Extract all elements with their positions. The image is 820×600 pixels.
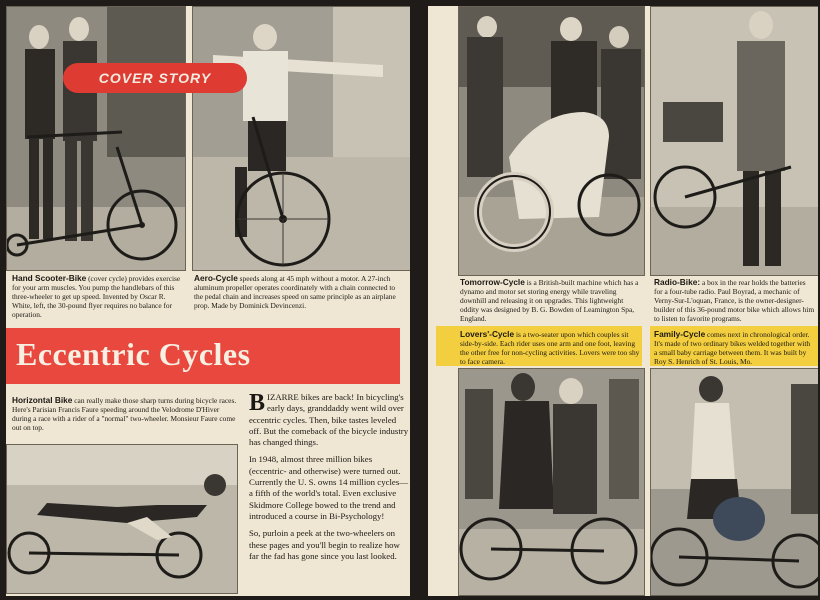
caption-lovers-cycle (460, 330, 640, 366)
cover-story-badge: COVER STORY (63, 63, 247, 93)
caption-title: Hand Scooter-Bike (12, 273, 87, 283)
photo-horizontal-bike (6, 444, 238, 594)
caption-text: comes next in chronological order. It's made of two ordinary bikes welded together with a small baby carriage between them. It was built by Roy S. Henrich of St. Louis, Mo. (654, 330, 811, 366)
caption-title: Lovers'-Cycle (460, 329, 515, 339)
drop-cap: B (249, 390, 266, 416)
photo-aero-cycle (192, 6, 410, 271)
photo-radio-bike (650, 6, 818, 276)
caption-title: Radio-Bike: (654, 277, 701, 287)
article-paragraph (249, 392, 409, 448)
article-paragraph: So, purloin a peek at the two-wheelers on these pages and you'll begin to realize how far the fad has gone since you last looked. (249, 528, 400, 561)
caption-tomorrow-cycle (460, 278, 640, 323)
article-body (249, 392, 409, 568)
photo-tomorrow-cycle (458, 6, 645, 276)
photo-lovers-cycle (458, 368, 645, 596)
caption-horizontal-bike (12, 396, 240, 432)
caption-text: can really make those sharp turns during bicycle races. Here's Parisian Francis Faure speeding around the Velodrome D'Hiver during a race with a rider of a "normal" two-wheeler. Monsieur Faure come out on top. (12, 396, 237, 432)
caption-hand-scooter-bike (12, 274, 187, 319)
headline: Eccentric Cycles (16, 336, 251, 372)
caption-aero-cycle (194, 274, 404, 310)
caption-text: is a two-seater upon which couples sit side-by-side. Each rider uses one arm and one foot, leaving the other free for non-cycling activities. Lovers were too shy to face camera. (460, 330, 640, 366)
caption-title: Family-Cycle (654, 329, 706, 339)
caption-text: (cover cycle) provides exercise for your arm muscles. You pump the handlebars of this three-wheeler to get up speed. Invented by Oscar R. White, left, the 30-pound flyer requires no balance for operation. (12, 274, 181, 319)
caption-text: speeds along at 45 mph without a motor. A 27-inch aluminum propeller operates coordinately with a chain connected to the pedal chain and increases speed on same principle as an airplane prop. Made by Dominick Devincenzi. (194, 274, 396, 310)
caption-title: Horizontal Bike (12, 395, 73, 405)
headline-banner (6, 328, 400, 384)
caption-text: is a British-built machine which has a dynamo and motor set storing energy while traveling downhill and releasing it on upgrades. This lightweight oddity was designed by B. G. Bowden of Leamington Spa, England. (460, 278, 639, 323)
photo-family-cycle (650, 368, 818, 596)
left-page (6, 6, 410, 596)
caption-text: a box in the rear holds the batteries for a four-tube radio. Paul Boyrad, a mechanic of Verny-Sur-L'oquan, France, is the owner-designer-builder of this 36-pound motor bike which allows him to listen to favorite programs. (654, 278, 815, 323)
caption-title: Aero-Cycle (194, 273, 238, 283)
article-text: IZARRE bikes are back! In bicycling's early days, granddaddy went wild over eccentric cycles. Then, bike tastes leveled off. But the comeback of the bicycle industry has changed things. (249, 392, 409, 448)
photo-hand-scooter-bike (6, 6, 186, 271)
caption-title: Tomorrow-Cycle (460, 277, 525, 287)
right-page (428, 6, 818, 596)
caption-family-cycle (654, 330, 814, 366)
caption-radio-bike (654, 278, 816, 323)
article-paragraph: In 1948, almost three million bikes (eccentric- and otherwise) were turned out. Currently the U. S. owns 14 million cycles—a fifth of the world's total. Even exclusive Skidmore College bowed to the trend and introduced a course in Bi-Psychology! (249, 454, 409, 521)
